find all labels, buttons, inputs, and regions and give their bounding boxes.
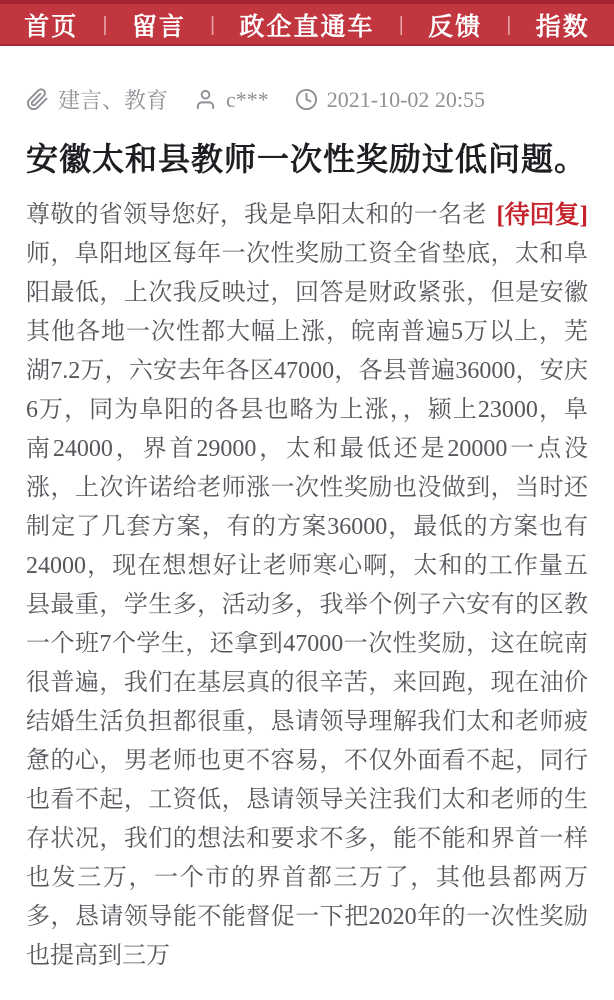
category-label[interactable]: 建言、教育 <box>58 88 169 113</box>
time-group <box>295 87 485 113</box>
post-title: 安徽太和县教师一次性奖励过低问题。 <box>26 141 588 177</box>
nav-item-index[interactable]: 指数 <box>535 13 590 41</box>
nav-item-gov-enterprise-express[interactable]: 政企直通车 <box>239 13 375 41</box>
content-area <box>0 84 614 976</box>
author-group <box>194 87 269 113</box>
nav-divider: | <box>210 13 216 36</box>
author-name: c*** <box>226 86 269 112</box>
nav-divider: | <box>102 13 108 36</box>
nav-divider: | <box>398 13 404 36</box>
clock-icon <box>295 88 318 111</box>
category-group <box>26 84 168 115</box>
top-navbar <box>0 0 614 46</box>
nav-item-feedback[interactable]: 反馈 <box>428 13 483 41</box>
post-timestamp: 2021-10-02 20:55 <box>326 86 486 112</box>
post-meta <box>26 84 588 115</box>
nav-divider: | <box>506 13 512 36</box>
nav-item-messages[interactable]: 留言 <box>131 13 186 41</box>
status-badge: [待回复] <box>496 201 588 229</box>
post-body-text: 尊敬的省领导您好，我是阜阳太和的一名老师，阜阳地区每年一次性奖励工资全省垫底，太和阜阳最低，上次我反映过，回答是财政紧张，但是安徽其他各地一次性都大幅上涨，皖南普遍5万以上，芜湖7.2万，六安去年各区47000，各县普遍36000，安庆6万，同为阜阳的各县也略为上涨，，颍上23000，阜南24000，界首29000，太和最低还是20000一点没涨，上次许诺给老师涨一次性奖励也没做到，当时还制定了几套方案，有的方案36000，最低的方案也有24000，现在想想好让老师寒心啊，太和的工作量五县最重，学生多，活动多，我举个例子六安有的区教一个班7个学生，还拿到47000一次性奖励，这在皖南很普遍，我们在基层真的很辛苦，来回跑，现在油价结婚生活负担都很重，恳请领导理解我们太和老师疲惫的心，男老师也更不容易，不仅外面看不起，同行也看不起，工资低，恳请领导关注我们太和老师的生存状况，我们的想法和要求不多，能不能和界首一样也发三万，一个市的界首都三万了，其他县都两万多，恳请领导能不能督促一下把2020年的一次性奖励也提高到三万 <box>26 201 588 969</box>
user-icon <box>194 88 217 111</box>
post-body <box>26 196 588 976</box>
paperclip-icon <box>26 88 49 111</box>
nav-item-home[interactable]: 首页 <box>24 13 79 41</box>
